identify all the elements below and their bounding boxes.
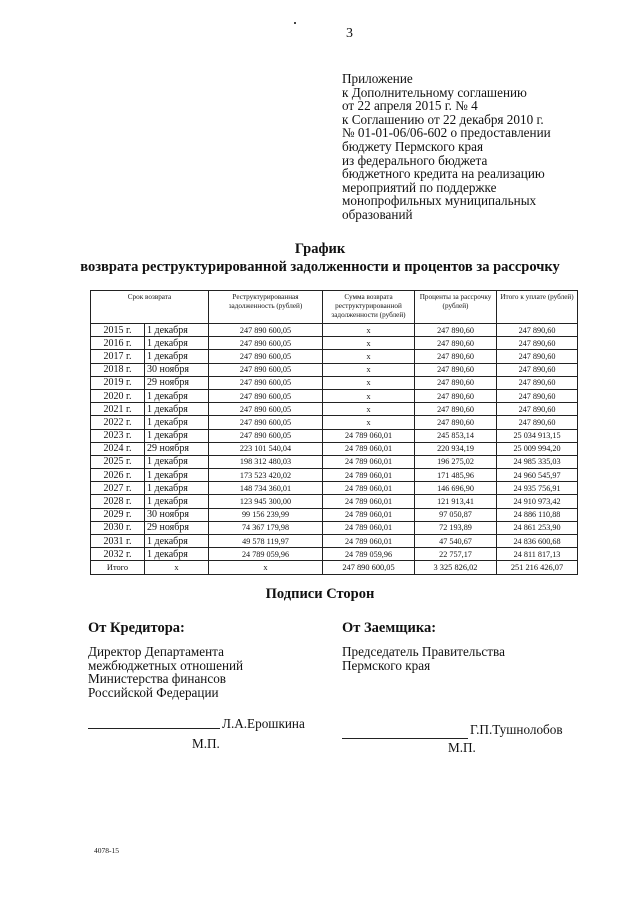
header-term: Срок возврата [91, 291, 209, 324]
total-cell: 24 985 335,03 [497, 455, 578, 468]
date-cell: 1 декабря [145, 416, 209, 429]
year-cell: 2026 г. [91, 469, 145, 482]
date-cell: 29 ноября [145, 442, 209, 455]
repayment-cell: x [323, 350, 415, 363]
restructured-debt-cell: 247 890 600,05 [209, 337, 323, 350]
total-cell: 25 009 994,20 [497, 442, 578, 455]
borrower-position-line: Пермского края [342, 657, 431, 673]
year-cell: 2017 г. [91, 350, 145, 363]
year-cell: 2016 г. [91, 337, 145, 350]
restructured-debt-cell: 173 523 420,02 [209, 469, 323, 482]
restructured-debt-cell: 247 890 600,05 [209, 416, 323, 429]
header-restructured-debt: Реструктурированная задолженность (рублей) [209, 291, 323, 324]
title-line-1: График [294, 241, 346, 257]
total-cell: 247 890,60 [497, 389, 578, 402]
restructured-debt-cell: 123 945 300,00 [209, 495, 323, 508]
scan-dot [294, 22, 296, 24]
restructured-debt-cell: 247 890 600,05 [209, 363, 323, 376]
date-cell: 1 декабря [145, 337, 209, 350]
interest-cell: 22 757,17 [415, 548, 497, 561]
total-cell: 247 890,60 [497, 324, 578, 337]
interest-cell: 247 890,60 [415, 376, 497, 389]
interest-cell: 247 890,60 [415, 337, 497, 350]
interest-cell: 247 890,60 [415, 350, 497, 363]
header-interest: Проценты за рассрочку (рублей) [415, 291, 497, 324]
interest-cell: 220 934,19 [415, 442, 497, 455]
year-cell: 2021 г. [91, 403, 145, 416]
annex-line: мероприятий по поддержке [342, 179, 497, 195]
annex-line: к Дополнительному соглашению [342, 84, 527, 100]
restructured-debt-cell: 49 578 119,97 [209, 535, 323, 548]
total-cell: 247 890,60 [497, 416, 578, 429]
interest-cell: 121 913,41 [415, 495, 497, 508]
interest-cell: 247 890,60 [415, 363, 497, 376]
table-row [91, 363, 578, 376]
creditor-position-line: Директор Департамента [88, 644, 224, 659]
repayment-cell: x [323, 416, 415, 429]
year-cell: 2020 г. [91, 389, 145, 402]
restructured-debt-cell: 223 101 540,04 [209, 442, 323, 455]
table-row [91, 535, 578, 548]
total-cell: 24 886 110,88 [497, 508, 578, 521]
interest-cell: 72 193,89 [415, 521, 497, 534]
header-repayment-amount: Сумма возврата реструктурированной задолженности (рублей) [323, 291, 415, 324]
total-cell: 24 836 600,68 [497, 535, 578, 548]
total-cell: 247 890,60 [497, 350, 578, 363]
restructured-debt-cell: 247 890 600,05 [209, 350, 323, 363]
interest-cell: 146 696,90 [415, 482, 497, 495]
restructured-debt-cell: 74 367 179,98 [209, 521, 323, 534]
year-cell: 2028 г. [91, 495, 145, 508]
total-cell: 25 034 913,15 [497, 429, 578, 442]
year-cell: 2024 г. [91, 442, 145, 455]
date-cell: 1 декабря [145, 403, 209, 416]
interest-cell: 171 485,96 [415, 469, 497, 482]
creditor-name: Л.А.Ерошкина [222, 716, 305, 731]
date-cell: 1 декабря [145, 548, 209, 561]
year-cell: 2029 г. [91, 508, 145, 521]
header-total-payable: Итого к уплате (рублей) [497, 291, 578, 324]
total-cell: 24 811 817,13 [497, 548, 578, 561]
borrower-position-line: Председатель Правительства [342, 644, 505, 659]
year-cell: 2018 г. [91, 363, 145, 376]
table-header-row [91, 291, 578, 324]
annex-line: из федерального бюджета [342, 152, 488, 168]
annex-line: бюджету Пермского края [342, 138, 484, 154]
date-cell: 1 декабря [145, 455, 209, 468]
annex-line: бюджетного кредита на реализацию [342, 166, 545, 182]
restructured-debt-cell: 247 890 600,05 [209, 376, 323, 389]
restructured-debt-cell: 99 156 239,99 [209, 508, 323, 521]
schedule-title [0, 240, 640, 276]
total-cell: 24 910 973,42 [497, 495, 578, 508]
table-row [91, 403, 578, 416]
repayment-cell: x [323, 324, 415, 337]
total-cell: 251 216 426,07 [497, 561, 578, 574]
interest-cell: 245 853,14 [415, 429, 497, 442]
interest-cell: 196 275,02 [415, 455, 497, 468]
creditor-stamp-place: М.П. [192, 736, 220, 751]
date-cell: 1 декабря [145, 535, 209, 548]
total-cell: 247 890,60 [497, 337, 578, 350]
interest-cell: 247 890,60 [415, 389, 497, 402]
table-row [91, 429, 578, 442]
restructured-debt-cell: 247 890 600,05 [209, 403, 323, 416]
date-cell: x [145, 561, 209, 574]
total-cell: 24 935 756,91 [497, 482, 578, 495]
interest-cell: 247 890,60 [415, 324, 497, 337]
signatures-title: Подписи Сторон [265, 586, 375, 602]
creditor-position-line: межбюджетных отношений [88, 657, 244, 673]
restructured-debt-cell: 247 890 600,05 [209, 324, 323, 337]
borrower-stamp-place: М.П. [448, 740, 476, 755]
interest-cell: 247 890,60 [415, 403, 497, 416]
interest-cell: 247 890,60 [415, 416, 497, 429]
restructured-debt-cell: 247 890 600,05 [209, 429, 323, 442]
interest-cell: 97 050,87 [415, 508, 497, 521]
repayment-cell: x [323, 363, 415, 376]
year-cell: 2027 г. [91, 482, 145, 495]
borrower-signature-line [342, 738, 468, 739]
total-cell: 247 890,60 [497, 376, 578, 389]
table-row [91, 482, 578, 495]
total-cell: 247 890,60 [497, 363, 578, 376]
year-cell: 2031 г. [91, 535, 145, 548]
repayment-cell: 24 789 060,01 [323, 508, 415, 521]
table-row [91, 337, 578, 350]
repayment-cell: 24 789 060,01 [323, 535, 415, 548]
date-cell: 29 ноября [145, 521, 209, 534]
date-cell: 29 ноября [145, 376, 209, 389]
table-body [91, 324, 578, 575]
date-cell: 30 ноября [145, 508, 209, 521]
repayment-cell: 24 789 059,96 [323, 548, 415, 561]
repayment-schedule-table [90, 290, 578, 575]
restructured-debt-cell: 247 890 600,05 [209, 389, 323, 402]
document-code: 4078-15 [94, 846, 119, 855]
repayment-cell: x [323, 376, 415, 389]
table-row [91, 455, 578, 468]
table-row [91, 548, 578, 561]
date-cell: 1 декабря [145, 389, 209, 402]
date-cell: 1 декабря [145, 469, 209, 482]
year-cell: 2032 г. [91, 548, 145, 561]
restructured-debt-cell: 198 312 480,03 [209, 455, 323, 468]
table-row [91, 324, 578, 337]
table-row [91, 495, 578, 508]
borrower-heading: От Заемщика: [342, 620, 437, 636]
annex-line: монопрофильных муниципальных [342, 193, 537, 209]
interest-cell: 3 325 826,02 [415, 561, 497, 574]
repayment-cell: 247 890 600,05 [323, 561, 415, 574]
year-cell: 2022 г. [91, 416, 145, 429]
date-cell: 30 ноября [145, 363, 209, 376]
annex-line: Приложение [342, 71, 413, 86]
table-row [91, 469, 578, 482]
borrower-position [342, 645, 505, 672]
repayment-cell: x [323, 389, 415, 402]
table-total-row [91, 561, 578, 574]
year-cell: 2025 г. [91, 455, 145, 468]
date-cell: 1 декабря [145, 495, 209, 508]
repayment-cell: 24 789 060,01 [323, 429, 415, 442]
date-cell: 1 декабря [145, 350, 209, 363]
creditor-position-line: Российской Федерации [88, 684, 219, 700]
date-cell: 1 декабря [145, 324, 209, 337]
date-cell: 1 декабря [145, 429, 209, 442]
creditor-heading: От Кредитора: [88, 620, 185, 636]
creditor-position [88, 645, 243, 699]
year-cell: 2015 г. [91, 324, 145, 337]
repayment-cell: 24 789 060,01 [323, 495, 415, 508]
title-line-2: возврата реструктурированной задолженности и процентов за рассрочку [80, 259, 560, 275]
year-cell: 2019 г. [91, 376, 145, 389]
total-cell: 24 861 253,90 [497, 521, 578, 534]
annex-line: к Соглашению от 22 декабря 2010 г. [342, 111, 544, 127]
table-row [91, 376, 578, 389]
table-row [91, 521, 578, 534]
date-cell: 1 декабря [145, 482, 209, 495]
repayment-cell: x [323, 403, 415, 416]
table-row [91, 416, 578, 429]
table-row [91, 350, 578, 363]
annex-line: № 01-01-06/06-602 о предоставлении [342, 125, 551, 141]
total-cell: 247 890,60 [497, 403, 578, 416]
annex-line: от 22 апреля 2015 г. № 4 [342, 98, 478, 114]
repayment-cell: 24 789 060,01 [323, 442, 415, 455]
borrower-name: Г.П.Тушнолобов [470, 722, 563, 737]
restructured-debt-cell: 148 734 360,01 [209, 482, 323, 495]
interest-cell: 47 540,67 [415, 535, 497, 548]
repayment-cell: 24 789 060,01 [323, 482, 415, 495]
total-cell: 24 960 545,97 [497, 469, 578, 482]
table-row [91, 389, 578, 402]
annex-line: образований [342, 206, 413, 222]
year-cell: 2030 г. [91, 521, 145, 534]
restructured-debt-cell: x [209, 561, 323, 574]
year-cell: 2023 г. [91, 429, 145, 442]
creditor-signature-line [88, 728, 220, 729]
repayment-cell: 24 789 060,01 [323, 469, 415, 482]
table-row [91, 442, 578, 455]
repayment-cell: x [323, 337, 415, 350]
creditor-position-line: Министерства финансов [88, 671, 227, 687]
repayment-cell: 24 789 060,01 [323, 521, 415, 534]
repayment-cell: 24 789 060,01 [323, 455, 415, 468]
table-row [91, 508, 578, 521]
page-number: 3 [346, 26, 353, 41]
restructured-debt-cell: 24 789 059,96 [209, 548, 323, 561]
annex-block [342, 72, 602, 222]
total-label: Итого [91, 561, 145, 574]
